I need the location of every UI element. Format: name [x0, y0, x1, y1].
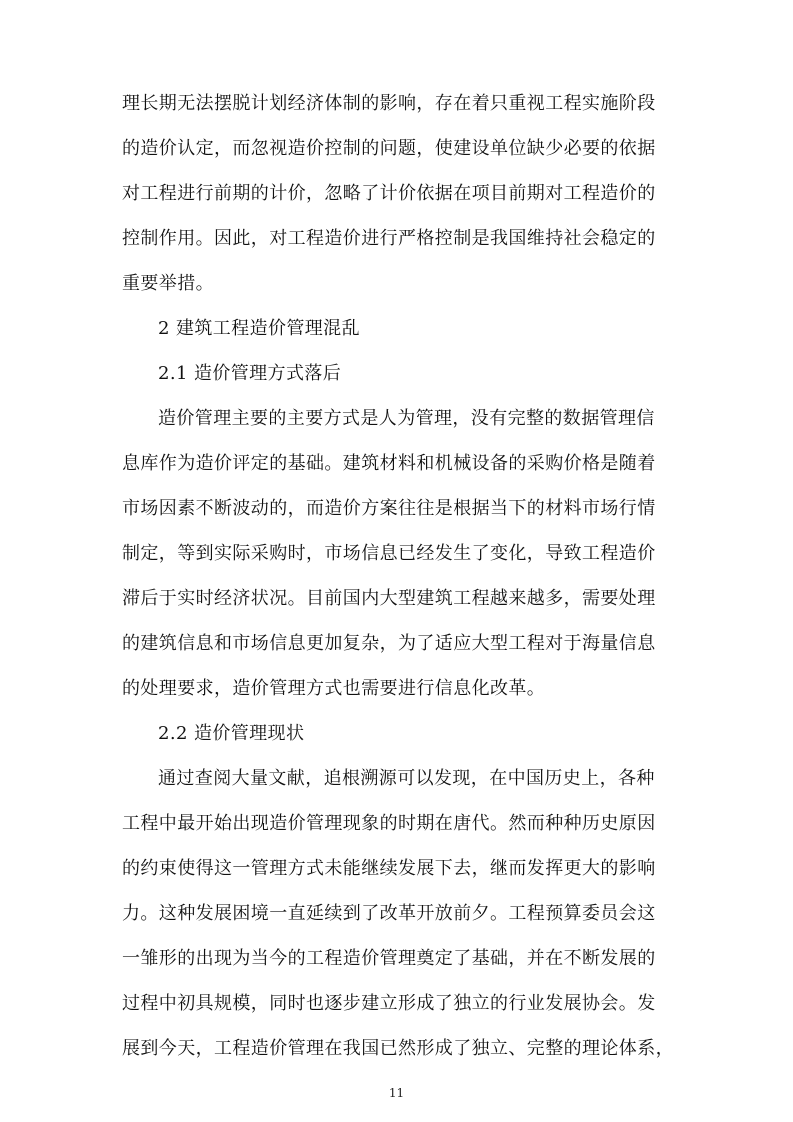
paragraph-3-line-4: 力。这种发展困境一直延续到了改革开放前夕。工程预算委员会这	[122, 903, 656, 924]
paragraph-2-line-3: 市场因素不断波动的，而造价方案往往是根据当下的材料市场行情	[122, 498, 656, 519]
page-number: 11	[388, 1086, 405, 1100]
paragraph-2-line-1: 造价管理主要的主要方式是人为管理，没有完整的数据管理信	[158, 408, 655, 429]
paragraph-2-line-7: 的处理要求，造价管理方式也需要进行信息化改革。	[122, 678, 546, 699]
paragraph-3-line-1: 通过查阅大量文献，追根溯源可以发现，在中国历史上，各种	[158, 768, 655, 789]
paragraph-2-line-2: 息库作为造价评定的基础。建筑材料和机械设备的采购价格是随着	[122, 453, 656, 474]
paragraph-3-line-3: 的约束使得这一管理方式未能继续发展下去，继而发挥更大的影响	[122, 858, 656, 879]
section-heading-2: 2 建筑工程造价管理混乱	[158, 318, 360, 339]
section-heading-2-1: 2.1 造价管理方式落后	[158, 363, 342, 384]
paragraph-3-line-5: 一雏形的出现为当今的工程造价管理奠定了基础，并在不断发展的	[122, 948, 656, 969]
paragraph-2-line-6: 的建筑信息和市场信息更加复杂，为了适应大型工程对于海量信息	[122, 633, 656, 654]
paragraph-1-line-5: 重要举措。	[122, 273, 214, 294]
paragraph-1-line-4: 控制作用。因此，对工程造价进行严格控制是我国维持社会稳定的	[122, 228, 656, 249]
paragraph-1-line-3: 对工程进行前期的计价，忽略了计价依据在项目前期对工程造价的	[122, 183, 656, 204]
paragraph-2-line-4: 制定，等到实际采购时，市场信息已经发生了变化，导致工程造价	[122, 543, 656, 564]
paragraph-1-line-1: 理长期无法摆脱计划经济体制的影响，存在着只重视工程实施阶段	[122, 93, 656, 114]
paragraph-3-line-6: 过程中初具规模，同时也逐步建立形成了独立的行业发展协会。发	[122, 993, 656, 1014]
paragraph-3-line-2: 工程中最开始出现造价管理现象的时期在唐代。然而种种历史原因	[122, 813, 656, 834]
section-heading-2-2: 2.2 造价管理现状	[158, 723, 305, 744]
paragraph-2-line-5: 滞后于实时经济状况。目前国内大型建筑工程越来越多，需要处理	[122, 588, 656, 609]
paragraph-3-line-7: 展到今天，工程造价管理在我国已然形成了独立、完整的理论体系，	[122, 1038, 674, 1059]
paragraph-1-line-2: 的造价认定，而忽视造价控制的问题，使建设单位缺少必要的依据	[122, 138, 656, 159]
